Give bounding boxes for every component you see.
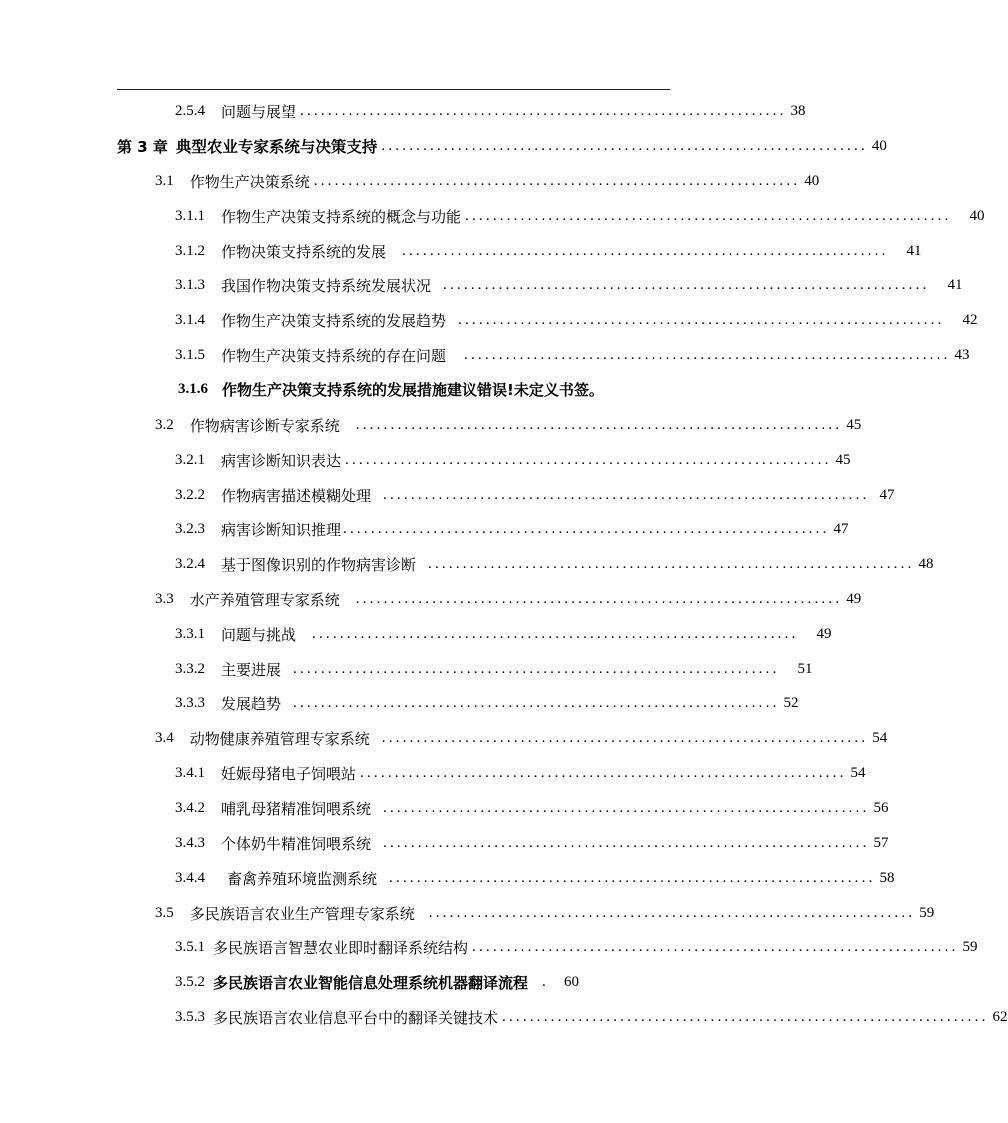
toc-entry-title: 畜禽养殖环境监测系统: [227, 869, 378, 888]
toc-entry-title: 作物病害诊断专家系统: [189, 416, 340, 435]
toc-entry-3-1-6[interactable]: [178, 377, 723, 401]
toc-entry-number: 3.1: [155, 172, 174, 189]
toc-entry-3-2-3[interactable]: [175, 517, 849, 541]
toc-entry-page: 42: [962, 311, 978, 328]
toc-leader-dots: ......................................................................: [458, 311, 945, 328]
toc-entry-3-5-3[interactable]: [175, 1005, 1008, 1029]
toc-entry-number: 2.5.4: [175, 102, 205, 119]
toc-leader-dots: ......................................................................: [381, 137, 868, 154]
toc-entry-page: 41: [947, 276, 963, 293]
toc-entry-title: 我国作物决策支持系统发展状况: [221, 276, 432, 295]
toc-entry-3-4-4[interactable]: [175, 866, 895, 890]
toc-leader-dots: ......................................................................: [293, 694, 780, 711]
toc-entry-title: 作物决策支持系统的发展: [221, 242, 387, 261]
toc-entry-number: 3.3: [155, 590, 174, 607]
toc-entry-title: 水产养殖管理专家系统: [189, 590, 340, 609]
toc-entry-page: 62: [992, 1008, 1008, 1025]
toc-entry-chapter-3[interactable]: [117, 134, 887, 158]
toc-leader-dots: ......................................................................: [312, 625, 799, 642]
toc-leader-dots: ......................................................................: [343, 520, 830, 537]
toc-entry-number: 3.1.6: [178, 380, 208, 397]
toc-entry-number: 3.5.2: [175, 973, 205, 990]
toc-leader-dots: ......................................................................: [293, 660, 780, 677]
toc-entry-title: 多民族语言农业信息平台中的翻译关键技术: [213, 1008, 499, 1027]
toc-entry-page: 45: [846, 416, 862, 433]
toc-entry-title: 作物生产决策支持系统的存在问题: [221, 346, 447, 365]
toc-entry-title: 问题与挑战: [221, 625, 297, 644]
toc-entry-title: 问题与展望: [221, 102, 297, 121]
toc-entry-3-5-1[interactable]: [175, 935, 978, 959]
toc-entry-title: 个体奶牛精准饲喂系统: [221, 834, 372, 853]
toc-entry-number: 3.3.2: [175, 660, 205, 677]
toc-entry-page: 49: [846, 590, 862, 607]
header-rule: [117, 89, 670, 90]
toc-entry-page: 43: [954, 346, 970, 363]
toc-entry-page: 54: [850, 764, 866, 781]
toc-entry-number: 第 3 章: [117, 137, 168, 156]
toc-entry-3-1-3[interactable]: [175, 273, 963, 297]
toc-leader-dots: ......................................................................: [443, 276, 930, 293]
toc-entry-number: 3.1.4: [175, 311, 205, 328]
toc-entry-page: 59: [919, 904, 935, 921]
toc-entry-title: 典型农业专家系统与决策支持: [175, 138, 378, 156]
toc-entry-page: 41: [906, 242, 922, 259]
toc-entry-title: 作物生产决策支持系统的概念与功能: [221, 207, 462, 226]
toc-entry-number: 3.4.1: [175, 764, 205, 781]
toc-entry-page: 52: [783, 694, 799, 711]
toc-entry-number: 3.2.1: [175, 451, 205, 468]
toc-leader-dots: ......................................................................: [472, 938, 959, 955]
toc-entry-3-4-2[interactable]: [175, 796, 889, 820]
toc-entry-3-2[interactable]: [155, 413, 862, 437]
toc-entry-page: 45: [835, 451, 851, 468]
toc-entry-3-3[interactable]: [155, 587, 862, 611]
toc-leader-dots: .: [542, 973, 549, 990]
toc-entry-3-3-2[interactable]: [175, 657, 813, 681]
toc-entry-number: 3.4: [155, 729, 174, 746]
toc-entry-page: 54: [872, 729, 888, 746]
toc-entry-page: 40: [871, 137, 887, 154]
toc-leader-dots: ......................................................................: [465, 207, 952, 224]
toc-leader-dots: ......................................................................: [383, 834, 870, 851]
toc-leader-dots: ......................................................................: [428, 555, 915, 572]
toc-entry-3-1[interactable]: [155, 169, 820, 193]
toc-entry-number: 3.4.4: [175, 869, 205, 886]
toc-leader-dots: ......................................................................: [355, 590, 843, 607]
toc-entry-page: 47: [879, 486, 895, 503]
toc-entry-3-4-3[interactable]: [175, 831, 889, 855]
toc-entry-number: 3.2: [155, 416, 174, 433]
toc-entry-number: 3.3.3: [175, 694, 205, 711]
toc-entry-number: 3.5.3: [175, 1008, 205, 1025]
toc-entry-title: 作物生产决策支持系统的发展措施建议错误!未定义书签。: [222, 380, 604, 399]
toc-entry-title: 妊娠母猪电子饲喂站: [221, 764, 357, 783]
toc-entry-title: 动物健康养殖管理专家系统: [189, 729, 370, 748]
toc-entry-3-4[interactable]: [155, 726, 888, 750]
toc-entry-number: 3.2.2: [175, 486, 205, 503]
toc-entry-title: 作物生产决策系统: [189, 172, 310, 191]
toc-entry-page: 40: [804, 172, 820, 189]
toc-leader-dots: ......................................................................: [464, 346, 951, 363]
toc-leader-dots: ......................................................................: [428, 904, 916, 921]
toc-entry-title: 主要进展: [221, 660, 282, 679]
toc-entry-number: 3.5.1: [175, 938, 205, 955]
toc-entry-3-2-2[interactable]: [175, 483, 895, 507]
toc-entry-page: 57: [873, 834, 889, 851]
toc-leader-dots: ......................................................................: [502, 1008, 989, 1025]
toc-entry-page: 60: [564, 973, 580, 990]
toc-entry-3-2-4[interactable]: [175, 552, 934, 576]
toc-entry-page: 38: [790, 102, 806, 119]
toc-entry-3-5-2[interactable]: [175, 970, 662, 994]
toc-leader-dots: ......................................................................: [383, 486, 870, 503]
toc-entry-3-4-1[interactable]: [175, 761, 866, 785]
toc-entry-page: 59: [962, 938, 978, 955]
toc-entry-3-3-3[interactable]: [175, 691, 799, 715]
toc-entry-title: 病害诊断知识推理: [221, 520, 342, 539]
toc-entry-number: 3.4.2: [175, 799, 205, 816]
toc-entry-page: 56: [873, 799, 889, 816]
toc-entry-3-1-4[interactable]: [175, 308, 978, 332]
toc-entry-number: 3.1.2: [175, 242, 205, 259]
toc-entry-3-3-1[interactable]: [175, 622, 832, 646]
toc-leader-dots: ......................................................................: [355, 416, 843, 433]
toc-entry-title: 哺乳母猪精准饲喂系统: [221, 799, 372, 818]
toc-entry-3-1-5[interactable]: [175, 343, 970, 367]
toc-entry-2-5-4[interactable]: [175, 99, 806, 123]
toc-entry-number: 3.1.3: [175, 276, 205, 293]
toc-entry-number: 3.5: [155, 904, 174, 921]
toc-entry-page: 51: [797, 660, 813, 677]
toc-leader-dots: ......................................................................: [300, 102, 787, 119]
toc-entry-3-1-2[interactable]: [175, 239, 922, 263]
toc-entry-number: 3.1.1: [175, 207, 205, 224]
toc-entry-page: 48: [918, 555, 934, 572]
toc-entry-page: 49: [816, 625, 832, 642]
toc-entry-3-1-1[interactable]: [175, 204, 985, 228]
toc-entry-title: 病害诊断知识表达: [221, 451, 342, 470]
toc-entry-title: 多民族语言农业生产管理专家系统: [189, 904, 415, 923]
toc-entry-title: 多民族语言农业智能信息处理系统机器翻译流程: [213, 973, 529, 992]
toc-entry-number: 3.2.4: [175, 555, 205, 572]
toc-entry-title: 作物生产决策支持系统的发展趋势: [221, 311, 447, 330]
toc-entry-number: 3.1.5: [175, 346, 205, 363]
toc-entry-page: 47: [833, 520, 849, 537]
toc-leader-dots: ......................................................................: [389, 869, 876, 886]
toc-entry-title: 多民族语言智慧农业即时翻译系统结构: [213, 938, 469, 957]
toc-leader-dots: ......................................................................: [381, 729, 869, 746]
toc-entry-3-5[interactable]: [155, 901, 935, 925]
toc-leader-dots: ......................................................................: [383, 799, 870, 816]
toc-entry-number: 3.2.3: [175, 520, 205, 537]
toc-leader-dots: ......................................................................: [402, 242, 889, 259]
toc-entry-page: 58: [879, 869, 895, 886]
toc-leader-dots: ......................................................................: [360, 764, 847, 781]
toc-entry-number: 3.4.3: [175, 834, 205, 851]
toc-entry-title: 发展趋势: [221, 694, 282, 713]
toc-entry-page: 40: [969, 207, 985, 224]
toc-leader-dots: ......................................................................: [313, 172, 801, 189]
toc-entry-number: 3.3.1: [175, 625, 205, 642]
toc-entry-3-2-1[interactable]: [175, 448, 851, 472]
toc-entry-title: 基于图像识别的作物病害诊断: [221, 555, 417, 574]
toc-leader-dots: ......................................................................: [345, 451, 832, 468]
toc-entry-title: 作物病害描述模糊处理: [221, 486, 372, 505]
